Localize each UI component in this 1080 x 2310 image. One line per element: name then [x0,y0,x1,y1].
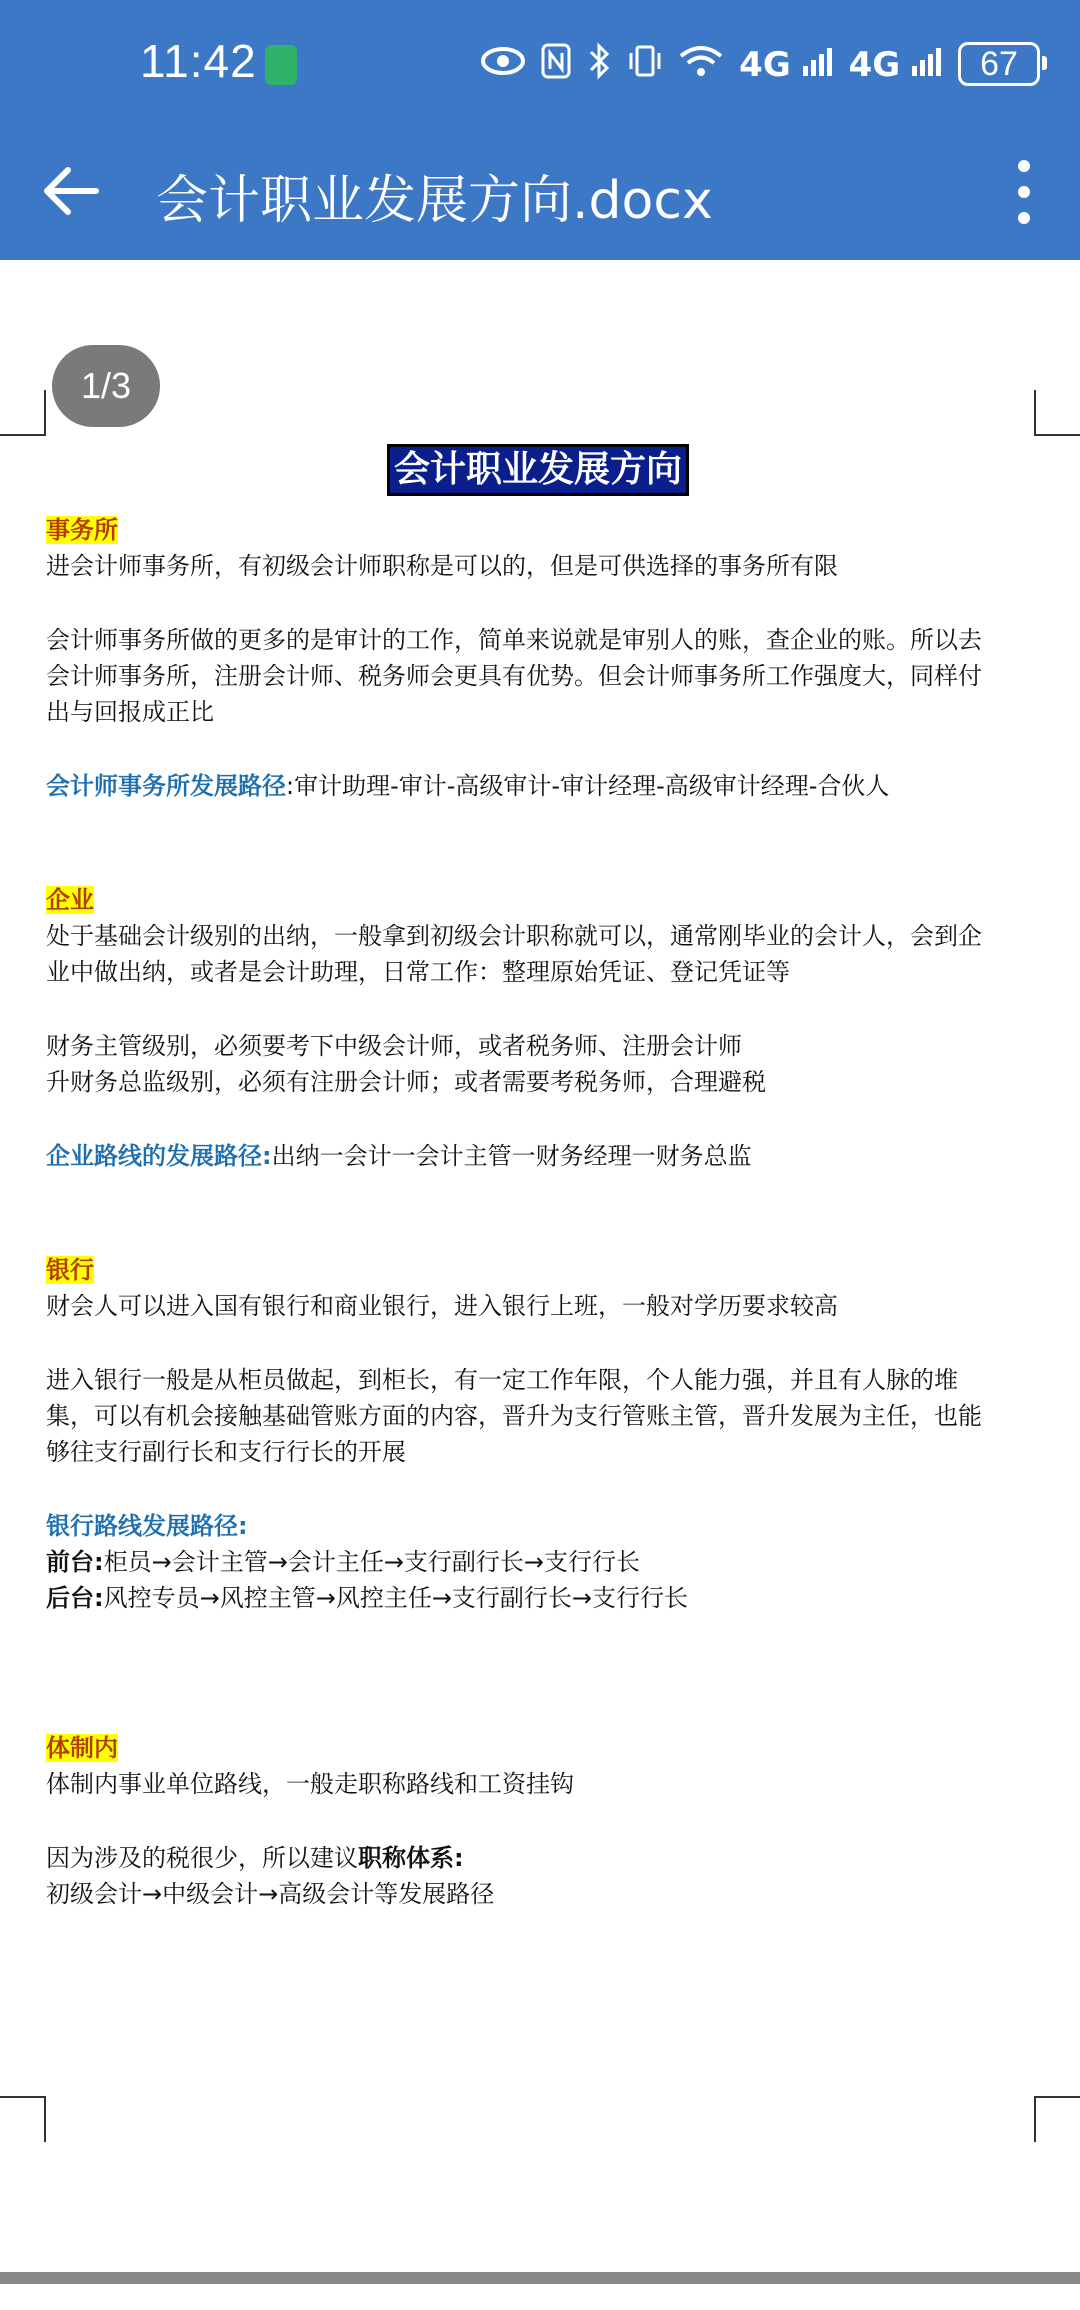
signal-icon [739,45,832,85]
firm-p2-l3: 出与回报成正比 [46,698,214,726]
document-title: 会计职业发展方向.docx [156,171,713,231]
section-title-enterprise: 企业 [46,886,94,914]
bank-path-label: 银行路线发展路径: [46,1512,248,1540]
bank-front-label: 前台: [46,1548,104,1576]
bank-p2-l2: 集，可以有机会接触基础管账方面的内容，晋升为支行管账主管，晋升发展为主任，也能 [46,1402,982,1430]
section-title-bank: 银行 [46,1256,94,1284]
status-time: 11:42 [140,35,257,87]
document-heading: 会计职业发展方向 [390,447,686,493]
system-p1: 体制内事业单位路线，一般走职称路线和工资挂钩 [46,1770,574,1798]
bank-p2-l1: 进入银行一般是从柜员做起，到柜长，有一定工作年限，个人能力强，并且有人脉的堆 [46,1366,958,1394]
page-separator [0,2272,1080,2284]
firm-path-label: 会计师事务所发展路径 [46,772,286,800]
firm-p1: 进会计师事务所，有初级会计师职称是可以的，但是可供选择的事务所有限 [46,552,838,580]
vibrate-icon [627,43,663,85]
firm-p2-l1: 会计师事务所做的更多的是审计的工作，简单来说就是审别人的账，查企业的账。所以去 [46,626,982,654]
bank-back-path [46,1578,1036,1613]
eye-icon [481,46,525,82]
section-title-system: 体制内 [46,1734,118,1762]
crop-mark-top-right [1034,390,1080,436]
system-p3: 初级会计→中级会计→高级会计等发展路径 [46,1880,495,1908]
system-p2-prefix: 因为涉及的税很少，所以建议 [46,1844,358,1872]
firm-p2-l2: 会计师事务所，注册会计师、税务师会更具有优势。但会计师事务所工作强度大，同样付 [46,662,982,690]
bank-front-path [46,1542,1036,1577]
crop-mark-top-left [0,390,46,436]
status-icons [481,38,1040,90]
enterprise-p1-l1: 处于基础会计级别的出纳，一般拿到初级会计职称就可以，通常刚毕业的会计人，会到企 [46,922,982,950]
more-vertical-icon [1002,154,1046,230]
signal-icon-2 [848,45,942,85]
firm-path [46,766,1036,801]
system-p2-bold: 职称体系: [358,1844,464,1872]
enterprise-path [46,1136,1036,1171]
bluetooth-icon [587,42,611,86]
enterprise-path-text: 出纳一会计一会计主管一财务经理一财务总监 [271,1142,752,1170]
app-header [0,0,1080,260]
enterprise-p1-l2: 业中做出纳，或者是会计助理，日常工作：整理原始凭证、登记凭证等 [46,958,790,986]
bank-front-text: 柜员→会计主管→会计主任→支行副行长→支行行长 [103,1548,641,1576]
page-indicator: 1/3 [52,345,160,427]
wifi-icon [679,44,723,84]
hourglass-icon [265,45,297,85]
more-options-button[interactable] [1002,154,1046,230]
enterprise-p2-l1: 财务主管级别，必须要考下中级会计师，或者税务师、注册会计师 [46,1032,742,1060]
crop-mark-bottom-left [0,2096,46,2142]
bank-back-label: 后台: [46,1584,104,1612]
back-button[interactable] [36,156,106,226]
enterprise-path-label: 企业路线的发展路径: [46,1142,272,1170]
bank-p2-l3: 够往支行副行长和支行行长的开展 [46,1438,406,1466]
battery-icon [958,42,1040,86]
battery-level: 67 [980,45,1018,83]
section-title-firm: 事务所 [46,516,118,544]
network-type-label: 4G [739,45,791,85]
enterprise-p2-l2: 升财务总监级别，必须有注册会计师；或者需要考税务师，合理避税 [46,1068,766,1096]
nfc-icon [541,43,571,85]
network-type-label-2: 4G [848,45,901,85]
firm-path-text: :审计助理-审计-高级审计-审计经理-高级审计经理-合伙人 [286,772,890,800]
back-arrow-icon [36,156,106,226]
bank-back-text: 风控专员→风控主管→风控主任→支行副行长→支行行长 [103,1584,689,1612]
crop-mark-bottom-right [1034,2096,1080,2142]
system-p2 [46,1838,1036,1873]
bank-p1: 财会人可以进入国有银行和商业银行，进入银行上班，一般对学历要求较高 [46,1292,838,1320]
